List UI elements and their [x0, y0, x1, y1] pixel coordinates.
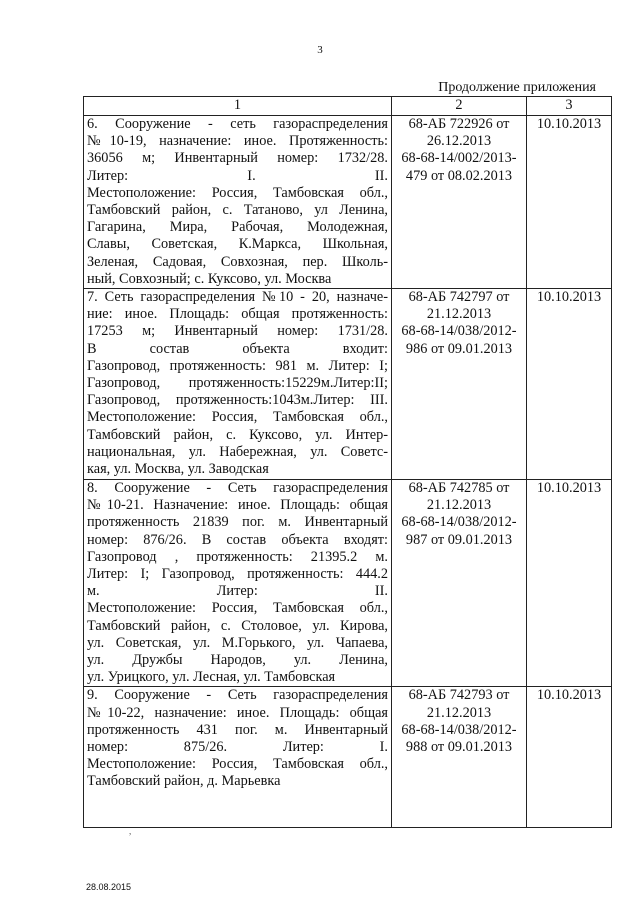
description-line: 36056 м; Инвентарный номер: 1732/28. — [87, 150, 388, 167]
description-line: Тамбовский район, с. Татаново, ул Ленина, — [87, 202, 388, 219]
description-line: Славы, Советская, К.Маркса, Школьная, — [87, 236, 388, 253]
scan-mark: , — [129, 826, 132, 836]
registration-line: 21.12.2013 — [426, 704, 492, 721]
registration-line: 21.12.2013 — [426, 306, 492, 323]
description-line: Газопровод, протяженность:15229м.Литер:II; — [87, 375, 388, 392]
registration-line: 68-68-14/002/2013- — [401, 150, 517, 167]
description-line: №10-22, назначение: иное. Площадь: общая — [87, 704, 388, 721]
table-header — [84, 97, 612, 116]
date-cell: 10.10.2013 — [527, 289, 612, 480]
object-description-cell — [84, 480, 392, 687]
description-line: Местоположение: Россия, Тамбовская обл., — [87, 756, 388, 773]
date-cell: 10.10.2013 — [527, 687, 612, 828]
description-line: национальная, ул. Набережная, ул. Советс- — [87, 443, 388, 460]
description-line: Тамбовский район, с. Столовое, ул. Кирова, — [87, 617, 388, 634]
description-line: ул. Урицкого, ул. Лесная, ул. Тамбовская — [87, 669, 336, 686]
registration-cell — [392, 687, 527, 828]
date-cell: 10.10.2013 — [527, 116, 612, 289]
description-line: Местоположение: Россия, Тамбовская обл., — [87, 409, 388, 426]
header-row — [84, 97, 612, 116]
registration-line: 68-АБ 742785 от — [408, 480, 510, 497]
registration-line: 68-68-14/038/2012- — [401, 721, 517, 738]
description-line: 9. Сооружение - Сеть газораспределения — [87, 687, 388, 704]
description-line: ный, Совхозный; с. Куксово, ул. Москва — [87, 270, 332, 287]
description-line: №10-19, назначение: иное. Протяженность: — [87, 133, 388, 150]
description-line: протяженность 431 пог. м. Инвентарный — [87, 721, 388, 738]
description-line: м. Литер: II. — [87, 583, 388, 600]
description-line: В состав объекта входит: — [87, 340, 388, 357]
description-line: Зеленая, Садовая, Совхозная, пер. Школь- — [87, 253, 388, 270]
description-line: номер: 875/26. Литер: I. — [87, 739, 388, 756]
registry-table — [83, 96, 612, 828]
column-header: 2 — [392, 97, 527, 116]
description-line: Литер: I; Газопровод, протяженность: 444.2 — [87, 566, 388, 583]
registration-line: 68-АБ 742793 от — [408, 687, 510, 704]
description-line: 17253 м; Инвентарный номер: 1731/28. — [87, 323, 388, 340]
registration-cell — [392, 480, 527, 687]
registration-line: 479 от 08.02.2013 — [405, 167, 513, 184]
column-header: 1 — [84, 97, 392, 116]
registration-line: 68-68-14/038/2012- — [401, 323, 517, 340]
object-description-cell — [84, 687, 392, 828]
registration-line: 988 от 09.01.2013 — [405, 739, 513, 756]
registration-line: 68-АБ 722926 от — [408, 116, 510, 132]
description-line: ул. Дружбы Народов, ул. Ленина, — [87, 652, 388, 669]
description-line: Местоположение: Россия, Тамбовская обл., — [87, 184, 388, 201]
registration-line: 68-68-14/038/2012- — [401, 514, 517, 531]
description-line: номер: 876/26. В состав объекта входят: — [87, 531, 388, 548]
description-line: кая, ул. Москва, ул. Заводская — [87, 461, 269, 478]
description-line: протяженность 21839 пог. м. Инвентарный — [87, 514, 388, 531]
description-line: Газопровод, протяженность:1043м.Литер: III. — [87, 392, 388, 409]
description-line: Тамбовский район, с. Куксово, ул. Интер- — [87, 426, 388, 443]
registration-line: 986 от 09.01.2013 — [405, 340, 513, 357]
registration-line: 68-АБ 742797 от — [408, 289, 510, 306]
continuation-title: Продолжение приложения — [438, 80, 596, 95]
page-number: 3 — [317, 44, 323, 56]
description-line: Газопровод , протяженность: 21395.2 м. — [87, 548, 388, 565]
description-line: №10-21. Назначение: иное. Площадь: общая — [87, 497, 388, 514]
registration-cell — [392, 289, 527, 480]
object-description-cell — [84, 116, 392, 289]
registration-line: 21.12.2013 — [426, 497, 492, 514]
table-row — [84, 480, 612, 687]
description-line: Литер: I. II. — [87, 167, 388, 184]
registration-cell — [392, 116, 527, 289]
table-row — [84, 116, 612, 289]
table-body — [84, 116, 612, 828]
description-line: Местоположение: Россия, Тамбовская обл., — [87, 600, 388, 617]
description-line: 7. Сеть газораспределения №10 - 20, назначе- — [87, 289, 388, 306]
description-line: 6. Сооружение - сеть газораспределения — [87, 116, 388, 132]
table-row — [84, 687, 612, 828]
description-line: ние: иное. Площадь: общая протяженность: — [87, 306, 388, 323]
column-header: 3 — [527, 97, 612, 116]
description-line: Газопровод, протяженность: 981 м. Литер: I; — [87, 357, 388, 374]
footer-date: 28.08.2015 — [86, 882, 132, 892]
description-line: 8. Сооружение - Сеть газораспределения — [87, 480, 388, 497]
object-description-cell — [84, 289, 392, 480]
description-line: Тамбовский район, д. Марьевка — [87, 773, 281, 790]
description-line: Гагарина, Мира, Рабочая, Молодежная, — [87, 219, 388, 236]
registration-line: 26.12.2013 — [426, 133, 492, 150]
registration-line: 987 от 09.01.2013 — [405, 531, 513, 548]
date-cell: 10.10.2013 — [527, 480, 612, 687]
description-line: ул. Советская, ул. М.Горького, ул. Чапаева, — [87, 634, 388, 651]
table-row — [84, 289, 612, 480]
